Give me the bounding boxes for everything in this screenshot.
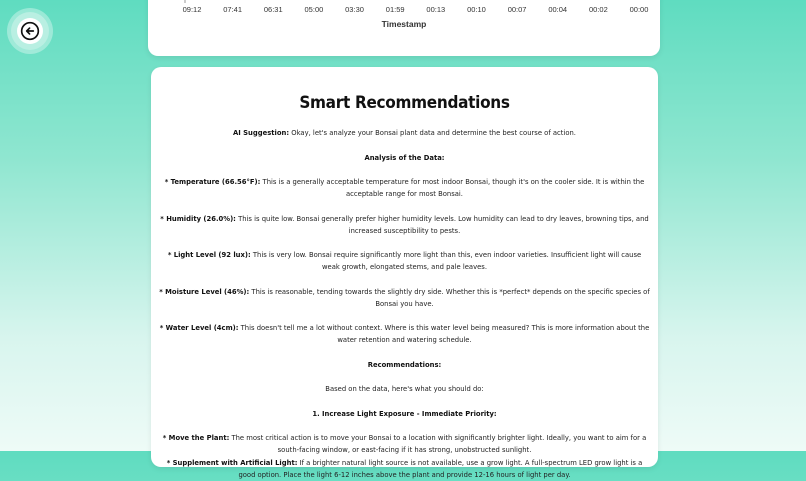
analysis-item-moisture — [159, 286, 650, 310]
recommendations-title: Smart Recommendations — [299, 93, 510, 113]
analysis-text: This is quite low. Bonsai generally prefer higher humidity levels. Low humidity can lead to dry leaves, browning tips, and increased susceptibility to pests. — [235, 214, 649, 235]
x-tick-label: 00:07 — [507, 5, 527, 14]
analysis-item-humidity — [159, 213, 650, 237]
ai-suggestion — [159, 127, 650, 139]
recommendations-intro: Based on the data, here's what you should do: — [325, 385, 484, 393]
action-move-plant — [159, 432, 650, 456]
analysis-heading-text: Analysis of the Data: — [364, 153, 445, 162]
analysis-text: This is reasonable, tending towards the slightly dry side. Whether this is *perfect* depends on the specific species of Bonsai you have. — [249, 287, 650, 308]
recommendations-body — [151, 127, 658, 481]
action-text: If a brighter natural light source is not available, use a grow light. A full-spectrum LED grow light is a good option. Place the light 6-12 inches above the plant and provide 12-16 hours of light per day. — [238, 459, 643, 479]
x-tick-label: 05:00 — [304, 5, 324, 14]
ai-suggestion-text: Okay, let's analyze your Bonsai plant data and determine the best course of action. — [289, 129, 576, 137]
back-button-face — [17, 18, 43, 44]
analysis-item-light — [159, 249, 650, 273]
analysis-text: This doesn't tell me a lot without context. Where is this water level being measured? This is more information about the water retention and watering schedule. — [238, 324, 650, 344]
analysis-label: * Humidity (26.0%): — [160, 214, 236, 223]
analysis-item-temperature — [159, 176, 650, 200]
x-tick-label: 03:30 — [345, 5, 364, 14]
recommendations-card — [151, 67, 658, 479]
analysis-item-water — [159, 322, 650, 346]
recommendations-heading — [159, 359, 650, 371]
ai-suggestion-label: AI Suggestion: — [233, 129, 290, 137]
x-tick-label: 07:41 — [223, 5, 243, 14]
x-tick-label: 09:12 — [182, 5, 202, 14]
priority-heading-text: 1. Increase Light Exposure - Immediate Priority: — [312, 409, 497, 418]
analysis-heading — [159, 152, 650, 164]
action-label: * Supplement with Artificial Light: — [166, 459, 298, 467]
x-tick-label: 00:13 — [426, 5, 446, 14]
analysis-label: * Temperature (66.56°F): — [164, 178, 261, 186]
analysis-text: This is very low. Bonsai require significantly more light than this, even indoor varieties. Insufficient light will cause weak growth, elongated stems, and pale leaves. — [250, 251, 642, 271]
x-tick-label: 01:59 — [385, 5, 405, 14]
recommendations-heading-text: Recommendations: — [367, 360, 442, 369]
x-tick-label: 06:31 — [263, 5, 283, 14]
action-label: * Move the Plant: — [162, 434, 230, 442]
analysis-label: * Moisture Level (46%): — [159, 287, 250, 296]
x-tick-label: 00:02 — [588, 5, 608, 14]
action-artificial-light — [159, 457, 650, 481]
x-tick-label: 00:00 — [629, 5, 649, 14]
analysis-label: * Light Level (92 lux): — [167, 251, 251, 259]
arrow-left-icon — [20, 21, 40, 41]
back-button[interactable] — [11, 12, 49, 50]
chart-card — [148, 0, 660, 56]
x-axis-ticks — [148, 5, 660, 19]
x-axis-title: Timestamp — [381, 19, 427, 29]
priority-heading — [159, 408, 650, 420]
analysis-label: * Water Level (4cm): — [159, 324, 239, 332]
action-text: The most critical action is to move your Bonsai to a location with significantly brighter light. Ideally, you want to aim for a south-facing window, or east-facing if it has strong, unobstructed sunlight. — [229, 434, 647, 454]
analysis-text: This is a generally acceptable temperature for most indoor Bonsai, though it's on the cooler side. It is within the acceptable range for most Bonsai. — [260, 178, 645, 198]
x-tick-label: 00:10 — [467, 5, 486, 14]
x-tick-label: 00:04 — [548, 5, 568, 14]
